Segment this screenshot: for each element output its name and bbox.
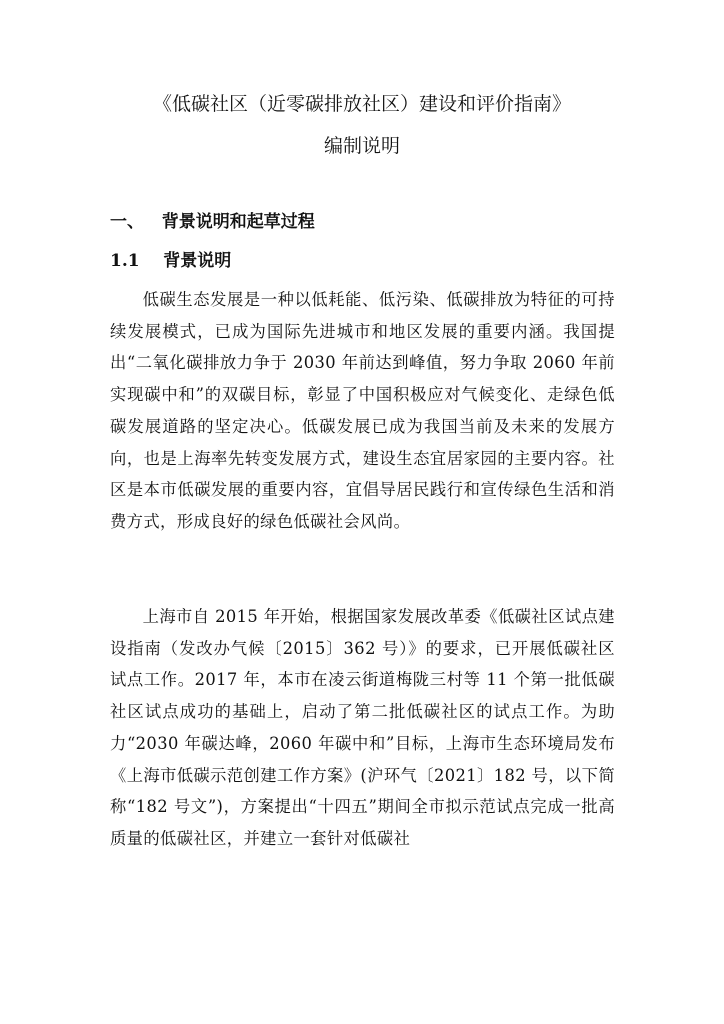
document-title: 《低碳社区（近零碳排放社区）建设和评价指南》 — [152, 93, 571, 115]
section-heading — [110, 211, 315, 233]
subsection-title: 背景说明 — [163, 251, 232, 271]
body-paragraph: 低碳生态发展是一种以低耗能、低污染、低碳排放为特征的可持续发展模式，已成为国际先进城市和地区发展的重要内涵。我国提出“二氧化碳排放力争于 2030 年前达到峰值，努力争取 2060 年前实现碳中和”的双碳目标，彰显了中国积极应对气候变化、走绿色低碳发展道路的坚定决心。低碳发展已成为我国当前及未来的发展方向，也是上海率先转变发展方式，建设生态宜居家园的主要内容。社区是本市低碳发展的重要内容，宜倡导居民践行和宣传绿色生活和消费方式，形成良好的绿色低碳社会风尚。 — [110, 290, 615, 531]
section-number: 一、 — [110, 212, 144, 232]
document-subtitle: 编制说明 — [323, 135, 400, 157]
subsection-number: 1.1 — [110, 251, 140, 271]
subsection-heading — [110, 250, 231, 272]
section-title: 背景说明和起草过程 — [161, 212, 315, 232]
body-paragraph: 上海市自 2015 年开始，根据国家发展改革委《低碳社区试点建设指南（发改办气候〔2015〕362 号）》的要求，已开展低碳社区试点工作。2017 年，本市在凌云街道梅陇三村等 11 个第一批低碳社区试点成功的基础上，启动了第二批低碳社区的试点工作。为助力“2030 年碳达峰，2060 年碳中和”目标，上海市生态环境局发布《上海市低碳示范创建工作方案》(沪环气〔2021〕182 号，以下简称“182 号文”)，方案提出“十四五”期间全市拟示范试点完成一批高质量的低碳社区，并建立一套针对低碳社 — [110, 607, 615, 848]
